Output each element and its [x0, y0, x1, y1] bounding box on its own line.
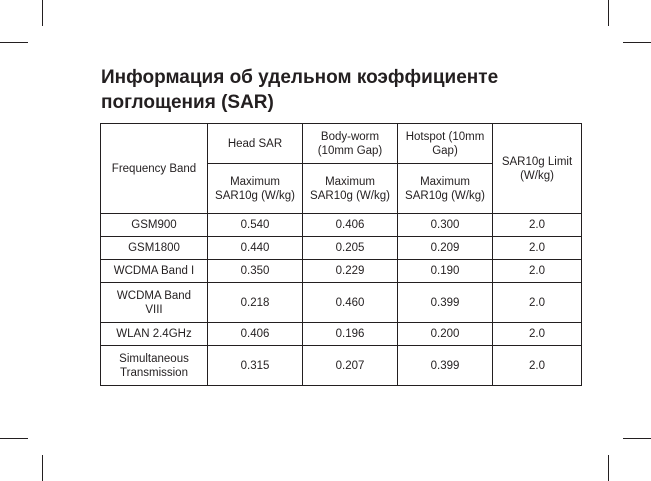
cell-body: 0.196: [303, 323, 398, 346]
crop-mark-bottom-right-vertical: [608, 455, 609, 481]
cell-band: GSM1800: [101, 237, 208, 260]
table-row: [101, 214, 582, 237]
cell-head: 0.350: [208, 260, 303, 283]
subheader-head-max: Maximum SAR10g (W/kg): [208, 164, 303, 214]
cell-limit: 2.0: [493, 237, 582, 260]
crop-mark-top-left-vertical: [42, 0, 43, 26]
cell-hotspot: 0.399: [398, 283, 493, 323]
header-head-sar: Head SAR: [208, 124, 303, 164]
cell-head: 0.540: [208, 214, 303, 237]
cell-band: WCDMA Band I: [101, 260, 208, 283]
cell-body: 0.207: [303, 346, 398, 386]
crop-mark-bottom-right-horizontal: [623, 438, 651, 439]
table-row: [101, 346, 582, 386]
cell-band: GSM900: [101, 214, 208, 237]
crop-mark-bottom-left-horizontal: [0, 438, 28, 439]
crop-mark-bottom-left-vertical: [42, 455, 43, 481]
cell-band: WCDMA Band VIII: [101, 283, 208, 323]
cell-hotspot: 0.300: [398, 214, 493, 237]
cell-limit: 2.0: [493, 283, 582, 323]
cell-band: Simultaneous Transmission: [101, 346, 208, 386]
cell-head: 0.315: [208, 346, 303, 386]
cell-head: 0.218: [208, 283, 303, 323]
cell-limit: 2.0: [493, 323, 582, 346]
cell-hotspot: 0.200: [398, 323, 493, 346]
cell-limit: 2.0: [493, 346, 582, 386]
cell-body: 0.460: [303, 283, 398, 323]
table-row: [101, 283, 582, 323]
table-row: [101, 260, 582, 283]
sar-table: [100, 123, 582, 386]
cell-limit: 2.0: [493, 260, 582, 283]
crop-mark-top-left-horizontal: [0, 42, 28, 43]
header-body-worn: Body-worm (10mm Gap): [303, 124, 398, 164]
subheader-body-max: Maximum SAR10g (W/kg): [303, 164, 398, 214]
cell-hotspot: 0.190: [398, 260, 493, 283]
header-hotspot: Hotspot (10mm Gap): [398, 124, 493, 164]
cell-head: 0.406: [208, 323, 303, 346]
crop-mark-top-right-horizontal: [623, 42, 651, 43]
cell-head: 0.440: [208, 237, 303, 260]
table-row: [101, 323, 582, 346]
header-sar-limit: SAR10g Limit (W/kg): [493, 124, 582, 214]
cell-hotspot: 0.399: [398, 346, 493, 386]
page-title: Информация об удельном коэффициенте поглощения (SAR): [101, 67, 499, 113]
cell-band: WLAN 2.4GHz: [101, 323, 208, 346]
cell-body: 0.229: [303, 260, 398, 283]
cell-body: 0.406: [303, 214, 398, 237]
table-row: [101, 237, 582, 260]
subheader-hotspot-max: Maximum SAR10g (W/kg): [398, 164, 493, 214]
cell-hotspot: 0.209: [398, 237, 493, 260]
header-frequency-band: Frequency Band: [101, 124, 208, 214]
cell-limit: 2.0: [493, 214, 582, 237]
cell-body: 0.205: [303, 237, 398, 260]
crop-mark-top-right-vertical: [608, 0, 609, 26]
